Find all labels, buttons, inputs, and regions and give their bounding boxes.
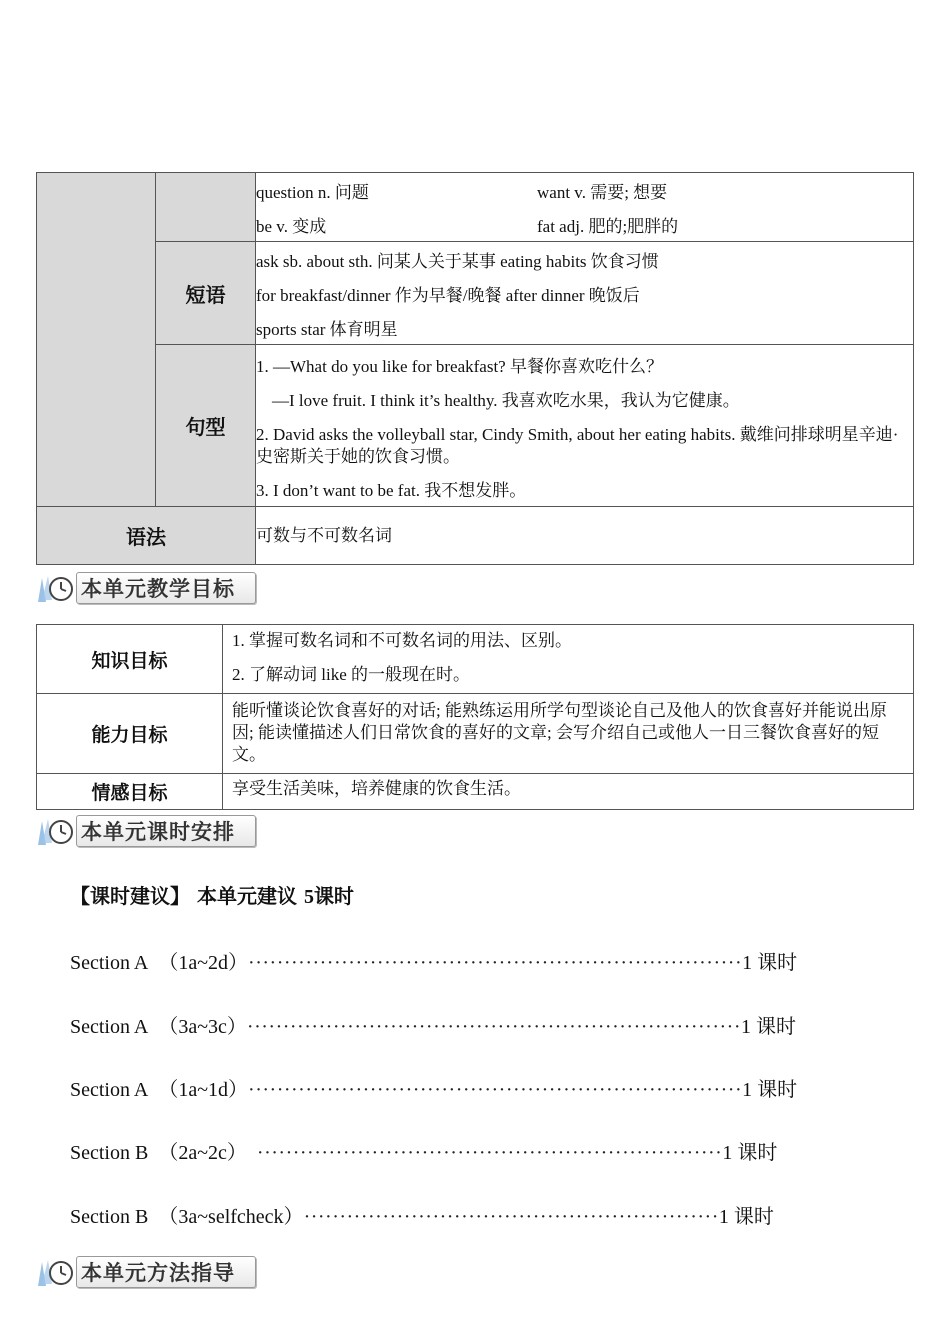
section-name: Section B: [70, 1206, 149, 1228]
section-range: （2a~2c）: [158, 1142, 247, 1164]
word-item: want v. 需要; 想要: [537, 183, 668, 202]
goals-table: [36, 624, 914, 810]
section-count: 1 课时: [718, 1206, 774, 1228]
clock-icon: [36, 1256, 76, 1288]
section-name: Section B: [70, 1142, 149, 1164]
words-cell: [256, 173, 914, 242]
word-item: question n. 问题: [256, 183, 369, 202]
knowledge-item: 1. 掌握可数名词和不可数名词的用法、区别。: [232, 631, 572, 650]
clock-icon: [36, 572, 76, 604]
sentence-item: 2. David asks the volleyball star, Cindy Smith, about her eating habits. 戴维问排球明星辛迪·史密斯关于她的饮食习惯。: [256, 424, 899, 466]
schedule-line: [70, 1136, 777, 1165]
leader-dots: ·····································································: [248, 952, 743, 974]
section-name: Section A: [70, 1016, 149, 1038]
section-range: （3a~selfcheck）: [158, 1206, 304, 1228]
sentence-item: 1. —What do you like for breakfast? 早餐你喜欢吃什么？: [256, 356, 663, 376]
section-range: （1a~1d）: [158, 1079, 249, 1101]
emotion-cell: 享受生活美味，培养健康的饮食生活。: [223, 774, 914, 810]
leader-dots: ·································································: [256, 1142, 723, 1164]
banner-methods-text: 本单元方法指导: [76, 1256, 256, 1288]
grammar-cell: 可数与不可数名词: [256, 507, 914, 565]
banner-goals: [36, 572, 256, 604]
words-label-cell: [156, 173, 256, 242]
knowledge-cell: [223, 625, 914, 694]
knowledge-label: 知识目标: [37, 625, 223, 694]
advice-num: 5: [303, 886, 314, 908]
sentences-cell: [256, 345, 914, 507]
advice-bracket: 【课时建议】: [70, 884, 190, 908]
banner-schedule: [36, 815, 256, 847]
schedule-line: [70, 1010, 796, 1039]
sentences-label: 句型: [156, 345, 256, 507]
phrase-item: for breakfast/dinner 作为早餐/晚餐 after dinner 晚饭后: [256, 286, 640, 305]
schedule-line: [70, 1073, 797, 1102]
phrase-item: sports star 体育明星: [256, 320, 398, 339]
phrases-cell: [256, 242, 914, 345]
section-name: Section A: [70, 1079, 149, 1101]
banner-schedule-text: 本单元课时安排: [76, 815, 256, 847]
schedule-advice: [70, 880, 354, 909]
emotion-label: 情感目标: [37, 774, 223, 810]
schedule-line: [70, 1200, 774, 1229]
advice-text: 本单元建议: [196, 884, 297, 908]
section-count: 1 课时: [740, 1016, 796, 1038]
grammar-label: 语法: [37, 507, 256, 565]
phrases-label: 短语: [156, 242, 256, 345]
ability-cell: 能听懂谈论饮食喜好的对话; 能熟练运用所学句型谈论自己及他人的饮食喜好并能说出原因; 能读懂描述人们日常饮食的喜好的文章; 会写介绍自己或他人一日三餐饮食喜好的短文。: [223, 694, 914, 774]
leader-dots: ·····································································: [246, 1016, 741, 1038]
advice-unit: 课时: [313, 884, 354, 908]
section-count: 1 课时: [742, 952, 798, 974]
word-item: fat adj. 肥的;肥胖的: [537, 217, 679, 236]
knowledge-item: 2. 了解动词 like 的一般现在时。: [232, 665, 470, 684]
section-range: （1a~2d）: [158, 952, 249, 974]
leader-dots: ··························································: [303, 1206, 719, 1228]
phrase-item: ask sb. about sth. 问某人关于某事 eating habits 饮食习惯: [256, 252, 659, 271]
section-count: 1 课时: [722, 1142, 778, 1164]
clock-icon: [36, 815, 76, 847]
schedule-line: [70, 946, 797, 975]
section-range: （3a~3c）: [158, 1016, 247, 1038]
banner-goals-text: 本单元教学目标: [76, 572, 256, 604]
banner-methods: [36, 1256, 256, 1288]
ability-label: 能力目标: [37, 694, 223, 774]
section-count: 1 课时: [742, 1079, 798, 1101]
vocab-table: [36, 172, 914, 565]
sentence-item: —I love fruit. I think it’s healthy. 我喜欢吃水果，我认为它健康。: [272, 390, 740, 410]
word-item: be v. 变成: [256, 217, 327, 236]
leader-dots: ·····································································: [248, 1079, 743, 1101]
left-gray-cell: [37, 173, 156, 507]
sentence-item: 3. I don’t want to be fat. 我不想发胖。: [256, 480, 527, 500]
section-name: Section A: [70, 952, 149, 974]
